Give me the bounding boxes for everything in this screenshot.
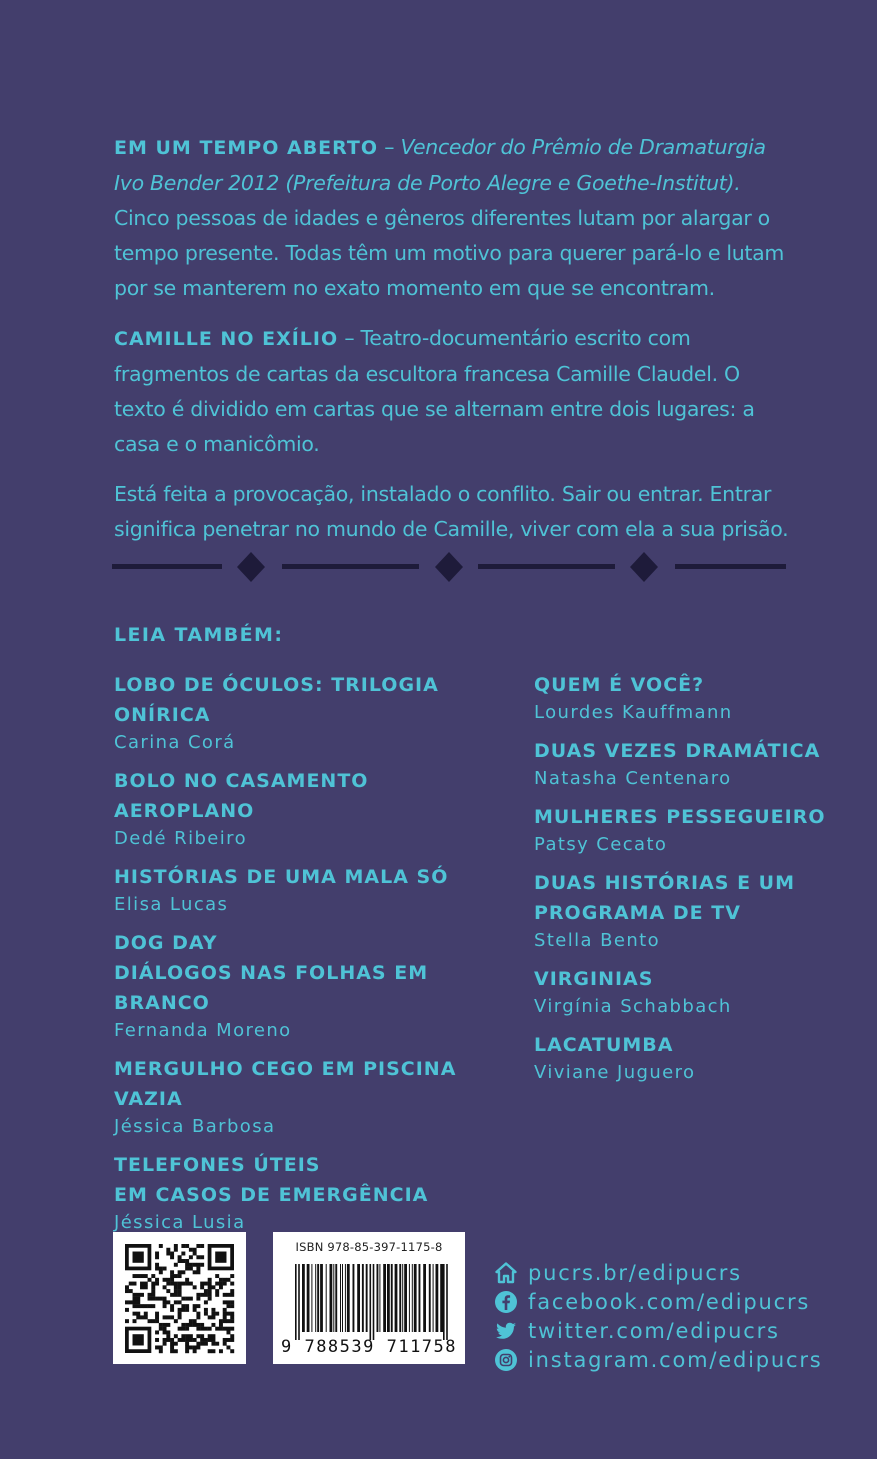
book-author: Natasha Centenaro: [534, 768, 732, 789]
instagram-icon: [494, 1348, 518, 1372]
link-text: instagram.com/edipucrs: [528, 1347, 823, 1372]
book-title: LACATUMBA: [534, 1034, 674, 1056]
book-title: LOBO DE ÓCULOS: TRILOGIA ONÍRICA: [114, 674, 439, 726]
book-entry: [534, 802, 834, 857]
book-author: Virgínia Schabbach: [534, 996, 732, 1017]
book-title: HISTÓRIAS DE UMA MALA SÓ: [114, 866, 449, 888]
book-entry: [534, 1030, 834, 1085]
book-title: QUEM É VOCÊ?: [534, 674, 705, 696]
book-entry: [534, 736, 834, 791]
book-entry: [114, 928, 514, 1043]
synopsis-text: Teatro-documentário escrito com fragmentos de cartas da escultora francesa Camille Claudel. O texto é dividido em cartas que se alternam entre dois lugares: a casa e o manicômio.: [114, 326, 755, 456]
closing-paragraph: Está feita a provocação, instalado o conflito. Sair ou entrar. Entrar significa penetrar no mundo de Camille, viver com ela a sua prisão.: [114, 482, 789, 541]
book-entry: [114, 1150, 514, 1235]
twitter-icon: [494, 1319, 518, 1343]
also-read-heading: LEIA TAMBÉM:: [114, 624, 284, 646]
isbn-digits: 9 788539 711758: [280, 1337, 458, 1357]
book-title: MERGULHO CEGO EM PISCINA VAZIA: [114, 1058, 457, 1110]
link-text: facebook.com/edipucrs: [528, 1289, 811, 1314]
book-title: MULHERES PESSEGUEIRO: [534, 806, 826, 828]
book-author: Elisa Lucas: [114, 894, 229, 915]
link-text: twitter.com/edipucrs: [528, 1318, 780, 1343]
synopsis-paragraph-2: CAMILLE NO EXÍLIO – Teatro-documentário escrito com fragmentos de cartas da escultora francesa Camille Claudel. O texto é dividido em cartas que se alternam entre dois lugares: a casa e o manicômio.: [114, 326, 755, 456]
facebook-icon: [494, 1290, 518, 1314]
isbn-barcode: [273, 1232, 465, 1364]
book-author: Viviane Juguero: [534, 1062, 696, 1083]
book-title: TELEFONES ÚTEIS EM CASOS DE EMERGÊNCIA: [114, 1154, 429, 1206]
book-title: DOG DAY DIÁLOGOS NAS FOLHAS EM BRANCO: [114, 932, 429, 1014]
ornamental-divider: [112, 550, 786, 584]
book-entry: [114, 766, 514, 851]
book-author: Jéssica Barbosa: [114, 1116, 276, 1137]
book-author: Fernanda Moreno: [114, 1020, 292, 1041]
book-list-right: [534, 670, 834, 1096]
synopsis-block: [114, 130, 794, 562]
book-author: Patsy Cecato: [534, 834, 668, 855]
book-author: Stella Bento: [534, 930, 661, 951]
isbn-label: ISBN 978-85-397-1175-8: [295, 1240, 443, 1254]
book-entry: [114, 862, 514, 917]
book-author: Dedé Ribeiro: [114, 828, 247, 849]
book-entry: [114, 1054, 514, 1139]
play-title: CAMILLE NO EXÍLIO: [114, 328, 339, 350]
award-note: Vencedor do Prêmio de Dramaturgia Ivo Bender 2012 (Prefeitura de Porto Alegre e Goethe-Institut).: [114, 135, 766, 195]
synopsis-text: Cinco pessoas de idades e gêneros diferentes lutam por alargar o tempo presente. Todas têm um motivo para querer pará-lo e lutam por se manterem no exato momento em que se encontram.: [114, 206, 785, 300]
book-entry: [534, 868, 834, 953]
book-entry: [534, 964, 834, 1019]
play-title: EM UM TEMPO ABERTO: [114, 137, 379, 159]
social-links: [494, 1258, 823, 1374]
synopsis-paragraph-1: EM UM TEMPO ABERTO – Vencedor do Prêmio de Dramaturgia Ivo Bender 2012 (Prefeitura de Porto Alegre e Goethe-Institut). Cinco pessoas de idades e gêneros diferentes lutam por alargar o tempo presente. Todas têm um motivo para querer pará-lo e lutam por se manterem no exato momento em que se encontram.: [114, 135, 785, 300]
book-title: DUAS HISTÓRIAS E UM PROGRAMA DE TV: [534, 872, 796, 924]
barcode-bars: [293, 1264, 451, 1340]
link-text: pucrs.br/edipucrs: [528, 1260, 742, 1285]
book-title: VIRGINIAS: [534, 968, 654, 990]
link-facebook[interactable]: [494, 1287, 823, 1316]
link-home[interactable]: [494, 1258, 823, 1287]
book-entry: [114, 670, 514, 755]
book-author: Lourdes Kauffmann: [534, 702, 733, 723]
link-instagram[interactable]: [494, 1345, 823, 1374]
book-list-left: [114, 670, 514, 1246]
book-entry: [534, 670, 834, 725]
book-author: Carina Corá: [114, 732, 236, 753]
home-icon: [494, 1261, 518, 1285]
book-title: BOLO NO CASAMENTO AEROPLANO: [114, 770, 369, 822]
qr-code[interactable]: [113, 1232, 246, 1364]
book-title: DUAS VEZES DRAMÁTICA: [534, 740, 821, 762]
link-twitter[interactable]: [494, 1316, 823, 1345]
book-author: Jéssica Lusia: [114, 1212, 246, 1233]
